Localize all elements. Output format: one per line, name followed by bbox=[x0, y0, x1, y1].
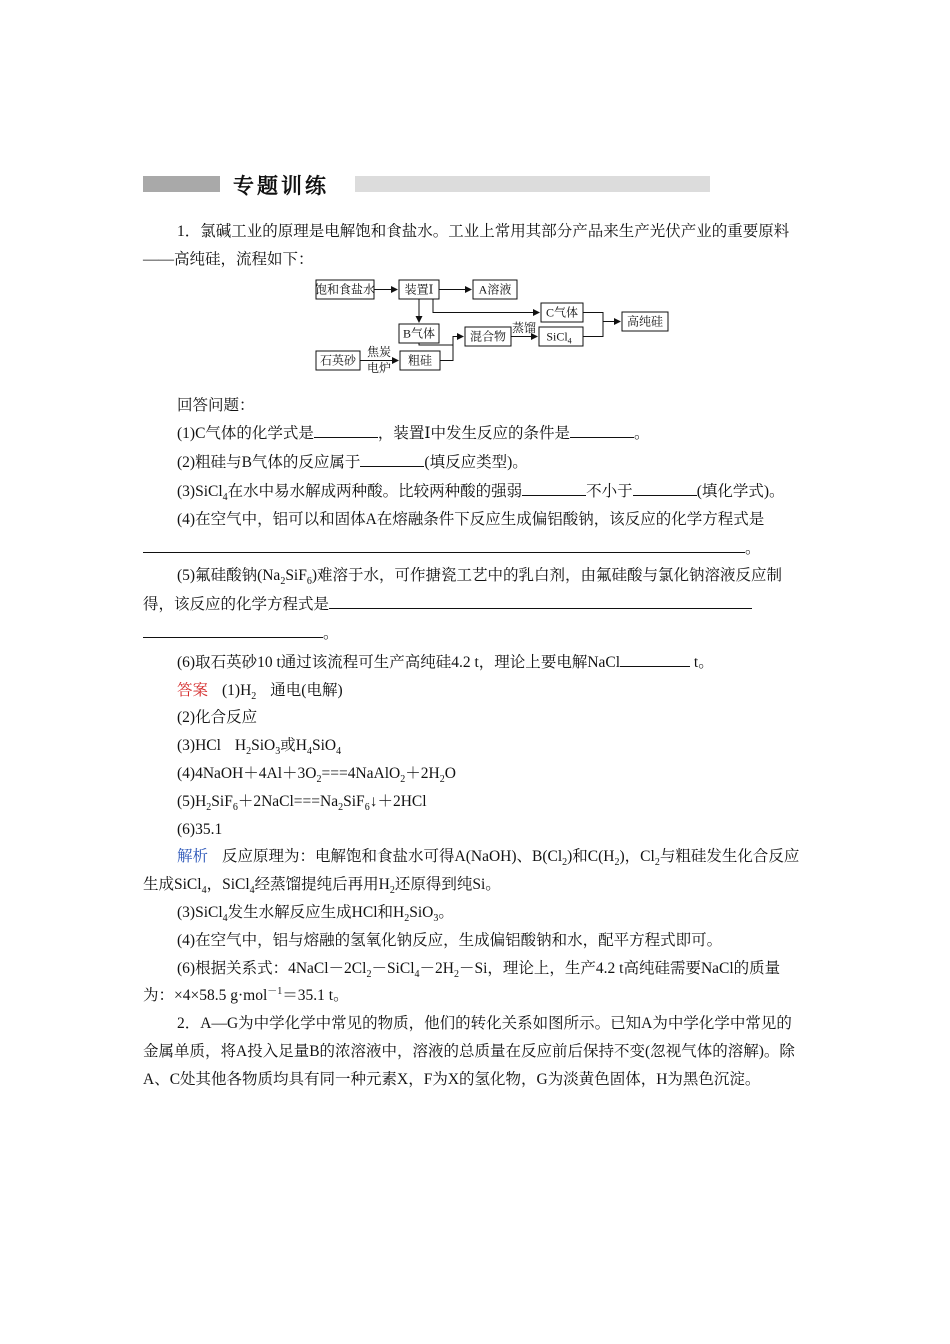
label-a-solution: A溶液 bbox=[478, 282, 512, 297]
section-header bbox=[143, 174, 710, 198]
section-title: 专题训练 bbox=[233, 174, 329, 198]
q1-intro: 1．氯碱工业的原理是电解饱和食盐水。工业上常用其部分产品来生产光伏产业的重要原料——高纯硅，流程如下： bbox=[143, 223, 790, 268]
answer-prompt: 回答问题： bbox=[177, 396, 255, 414]
q1-sub4: (4)在空气中，铝可以和固体A在熔融条件下反应生成偏铝酸钠，该反应的化学方程式是。 bbox=[143, 506, 807, 563]
process-flowchart bbox=[313, 277, 683, 389]
label-crude-si: 粗硅 bbox=[407, 353, 433, 368]
label-distill: 蒸馏 bbox=[511, 320, 537, 335]
blank bbox=[143, 534, 745, 553]
q1-sub6: (6)取石英砂10 t通过该流程可生产高纯硅4.2 t，理论上要电解NaCl t。 bbox=[143, 648, 807, 677]
answer-3: (3)HCl $H_2SiO_3$或$H_4SiO_4$ bbox=[177, 737, 342, 758]
blank bbox=[143, 619, 323, 638]
blank bbox=[360, 448, 424, 467]
q1-sub1: (1)C气体的化学式是 ，装置Ⅰ中发生反应的条件是 。 bbox=[143, 419, 807, 448]
label-quartz: 石英砂 bbox=[319, 353, 357, 368]
analysis-2: (3)SiCl$_4$发生水解反应生成HCl和$H_2SiO_3$。 bbox=[177, 903, 454, 925]
label-mixture: 混合物 bbox=[469, 329, 507, 344]
analysis-3: (4)在空气中，铝与熔融的氢氧化钠反应，生成偏铝酸钠和水，配平方程式即可。 bbox=[177, 931, 723, 949]
label-device: 装置Ⅰ bbox=[404, 282, 434, 297]
flowchart-container bbox=[143, 274, 807, 392]
label-b-gas: B气体 bbox=[402, 326, 436, 341]
blank bbox=[522, 477, 586, 496]
header-left-bar bbox=[143, 176, 220, 192]
label-sicl4: SiCl$_4$ bbox=[546, 329, 572, 346]
blank bbox=[329, 590, 752, 609]
blank bbox=[633, 477, 697, 496]
label-coke: 焦炭 bbox=[366, 344, 392, 359]
blank bbox=[620, 648, 690, 667]
header-right-bar bbox=[355, 176, 710, 192]
analysis-1: 解析 反应原理为：电解饱和食盐水可得A(NaOH)、$B(Cl_2)$和$C(H_2)$，$Cl_2$与粗硅发生化合反应生成SiCl$_4$，SiCl$_4$经蒸馏提纯后再用$H_2$还原得到纯Si。 bbox=[143, 848, 800, 897]
answer-4: $(4)4NaOH+4Al+3O_2===4NaAlO_2+2H_2O$ bbox=[177, 764, 456, 786]
answer-2: (2)化合反应 bbox=[177, 709, 258, 727]
answer-5: $(5)H_2SiF_6+2NaCl===Na_2SiF_6↓+2HCl$ bbox=[177, 792, 427, 813]
answer-label: 答案 bbox=[177, 681, 209, 699]
q1-sub3: (3)SiCl$_4$在水中易水解成两种酸。比较两种酸的强弱 不小于 (填化学式)。 bbox=[143, 477, 807, 506]
label-pure-si: 高纯硅 bbox=[626, 314, 664, 329]
answer-6: (6)35.1 bbox=[177, 820, 223, 838]
q1-sub5: (5)氟硅酸钠$(Na_2SiF_6)$难溶于水，可作搪瓷工艺中的乳白剂，由氟硅酸与氯化钠溶液反应制得，该反应的化学方程式是 。 bbox=[143, 567, 783, 642]
answer-1: 答案 $(1)H_2$ 通电(电解) bbox=[177, 681, 343, 702]
document-body bbox=[143, 218, 807, 1094]
blank bbox=[570, 419, 634, 438]
label-furnace: 电炉 bbox=[366, 360, 392, 375]
analysis-label: 解析 bbox=[177, 848, 209, 866]
q2-text: 2．A—G为中学化学中常见的物质，他们的转化关系如图所示。已知A为中学化学中常见的金属单质，将A投入足量B的浓溶液中，溶液的总质量在反应前后保持不变(忽视气体的溶解)。除A、C处其他各物质均具有同一种元素X，F为X的氢化物，G为淡黄色固体，H为黑色沉淀。 bbox=[143, 1015, 795, 1088]
label-c-gas: C气体 bbox=[545, 305, 579, 320]
analysis-4: (6)根据关系式：$4NaCl-2Cl_2-SiCl_4-2H_2-Si$，理论上，生产4.2 t高纯硅需要NaCl的质量为：×4×58.5 g·mol$^{-1}$＝35.1 t。 bbox=[143, 959, 781, 1005]
label-brine: 饱和食盐水 bbox=[314, 282, 376, 297]
blank bbox=[314, 419, 378, 438]
q1-sub2: (2)粗硅与B气体的反应属于 (填反应类型)。 bbox=[143, 448, 807, 477]
